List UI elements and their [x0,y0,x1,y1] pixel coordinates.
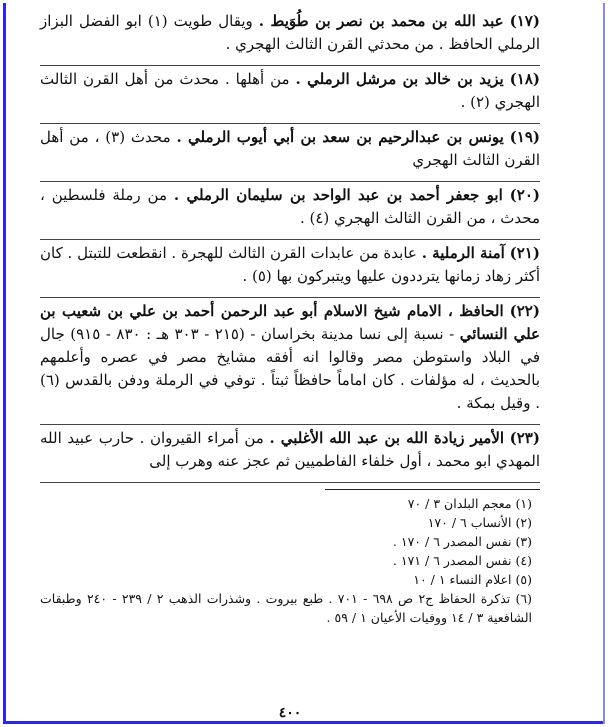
entry-number: (٢٣) [509,429,540,447]
entry-name: الأمير زيادة الله بن عبد الله الأغلبي . [269,429,505,447]
entry-number: (٢٢) [509,302,540,320]
entry-23 [40,425,540,483]
entry-name: يزيد بن خالد بن مرشل الرملي . [295,70,504,88]
entry-22 [40,298,540,425]
entry-name: ابو جعفر أحمد بن عبد الواحد بن سليمان الرملي . [173,186,503,204]
entry-19 [40,124,540,182]
entry-body: محدث (٣) ، من أهل القرن الثالث الهجري [40,128,540,169]
entry-body: ويقال طويت (١) ابو الفضل البزاز الرملي الحافظ . من محدثي القرن الثالث الهجري . [40,12,540,53]
entry-18 [40,66,540,124]
entry-20 [40,182,540,240]
entry-21 [40,240,540,298]
entry-body: من رملة فلسطين ، محدث ، من القرن الثالث الهجري (٤) . [40,186,540,227]
entry-number: (٢٠) [509,186,540,204]
entry-body: عابدة من عابدات القرن الثالث للهجرة . انقطعت للتبتل . كان أكثر زهاد زمانها يترددون عليها ويتبركون بها (٥) . [40,244,540,285]
footnote-1: (١) معجم البلدان ٣ / ٧٠ [407,496,532,511]
entry-name: يونس بن عبدالرحيم بن سعد بن أبي أيوب الرملي . [176,128,504,146]
entry-name: آمنة الرملية . [421,244,505,262]
entry-number: (١٨) [509,70,540,88]
entry-17 [40,8,540,66]
footnote-2: (٢) الأنساب ٦ / ١٧٠ [427,515,532,530]
frame-border-right [603,3,605,724]
entry-number: (١٩) [509,128,540,146]
footnote-separator [325,489,540,490]
footnote-5: (٥) اعلام النساء ١ / ١٠ [413,572,532,587]
entry-body: من أمراء القيروان . حارب عبيد الله المهدي ابو محمد ، أول خلفاء الفاطميين ثم عجز عنه وهرب إلى [40,429,540,470]
entry-number: (٢١) [509,244,540,262]
page-number: ٤٠٠ [278,705,302,721]
document-page [40,8,540,723]
footnote-6: (٦) تذكرة الحفاظ ج٢ ص ٦٩٨ - ٧٠١ . طبع بيروت . وشذرات الذهب ٢ / ٢٣٩ - ٢٤٠ وطبقات الشافعية ٣ / ١٤ ووفيات الأعيان ١ / ٥٩ . [40,591,532,625]
entry-number: (١٧) [509,12,540,30]
entry-name: الحافظ ، الامام شيخ الاسلام أبو عبد الرحمن أحمد بن علي بن شعيب بن علي النسائي [40,302,540,343]
entry-name: عبد الله بن محمد بن نصر بن طُوَيط . [258,12,504,30]
entry-body: - نسبة إلى نسا مدينة بخراسان - (٢١٥ - ٣٠٣ هـ : ٨٣٠ - ٩١٥) جال في البلاد واستوطن مصر وقالوا انه أفقه مشايخ مصر في عصره وأعلمهم بالحديث ، له مؤلفات . كان اماماً حافظاً ثبتاً . توفي في الرملة ودفن بالقدس (٦) . وقيل بمكة . [40,325,540,412]
footnote-4: (٤) نفس المصدر ٦ / ١٧١ . [392,553,532,568]
footnote-3: (٣) نفس المصدر ٦ / ١٧٠ . [392,534,532,549]
entry-body: من أهلها . محدث من أهل القرن الثالث الهجري (٢) . [40,70,540,111]
frame-border-left [3,3,6,724]
